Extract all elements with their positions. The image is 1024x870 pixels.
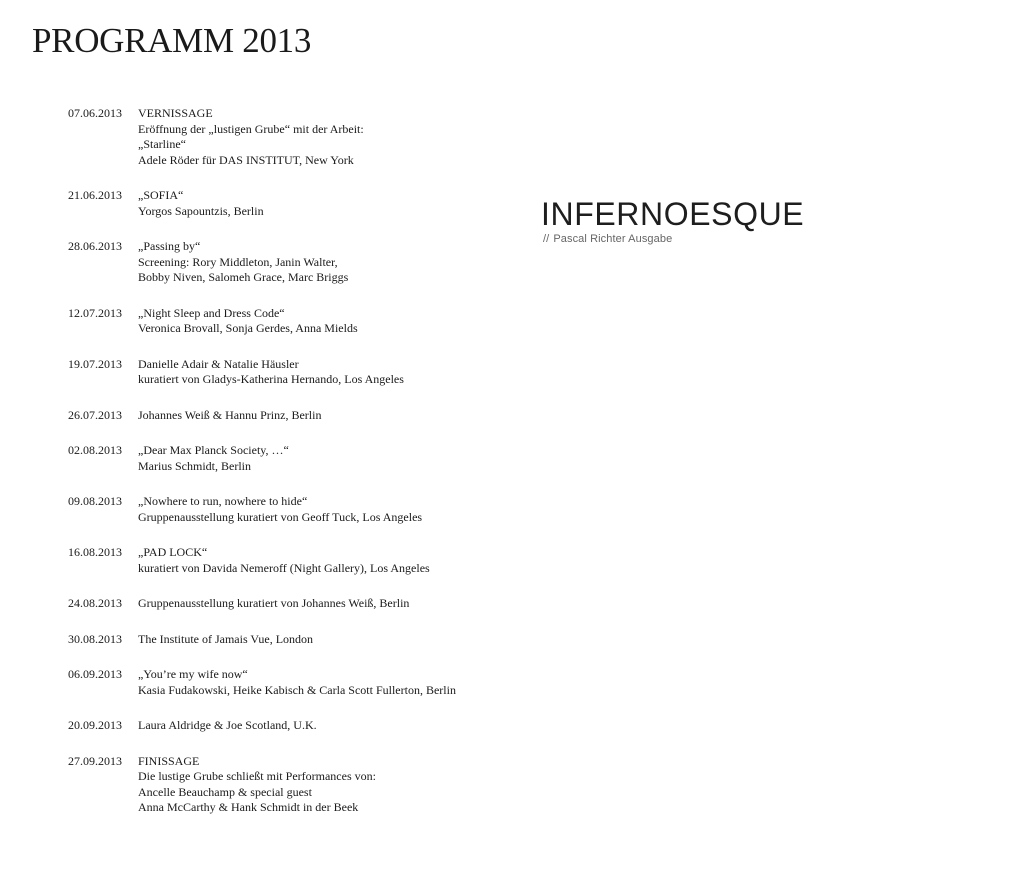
entry-date: 16.08.2013 bbox=[68, 545, 122, 559]
entry-line: „PAD LOCK“ bbox=[138, 545, 208, 559]
entry-line: Gruppenausstellung kuratiert von Geoff Tuck, Los Angeles bbox=[138, 509, 423, 524]
entry-date: 09.08.2013 bbox=[68, 494, 122, 508]
entry-line: Adele Röder für DAS INSTITUT, New York bbox=[138, 152, 354, 167]
entry-line: kuratiert von Gladys-Katherina Hernando, Los Angeles bbox=[138, 372, 404, 386]
entry-line: Laura Aldridge & Joe Scotland, U.K. bbox=[138, 718, 317, 732]
entry-date: 06.09.2013 bbox=[68, 667, 122, 681]
entry-line: „Dear Max Planck Society, …“ bbox=[138, 443, 289, 457]
entry-line: Eröffnung der „lustigen Grube“ mit der Arbeit: bbox=[138, 121, 364, 136]
brand-subtitle bbox=[541, 233, 804, 245]
entry-details bbox=[138, 357, 508, 388]
program-entry bbox=[68, 357, 508, 388]
entry-line: Gruppenausstellung kuratiert von Johannes Weiß, Berlin bbox=[138, 596, 410, 610]
program-entry bbox=[68, 667, 508, 698]
entry-details bbox=[138, 188, 508, 219]
entry-line: „Starline“ bbox=[138, 137, 186, 151]
program-entry bbox=[68, 718, 508, 734]
entry-date: 26.07.2013 bbox=[68, 407, 122, 422]
brand-subtitle-text: Pascal Richter Ausgabe bbox=[553, 233, 673, 245]
entry-line: The Institute of Jamais Vue, London bbox=[138, 631, 314, 646]
program-entry bbox=[68, 632, 508, 648]
program-entry bbox=[68, 106, 508, 168]
entry-details bbox=[138, 443, 508, 474]
entry-date: 12.07.2013 bbox=[68, 305, 122, 320]
entry-line: „Night Sleep and Dress Code“ bbox=[138, 305, 285, 320]
entry-date: 19.07.2013 bbox=[68, 356, 122, 371]
entry-line: „Nowhere to run, nowhere to hide“ bbox=[138, 494, 308, 508]
entry-line: Die lustige Grube schließt mit Performances von: bbox=[138, 769, 376, 783]
entry-date: 27.09.2013 bbox=[68, 753, 122, 768]
entry-line: „You’re my wife now“ bbox=[138, 667, 248, 681]
program-entry bbox=[68, 443, 508, 474]
entry-line: Veronica Brovall, Sonja Gerdes, Anna Mields bbox=[138, 321, 358, 335]
entry-line: Johannes Weiß & Hannu Prinz, Berlin bbox=[138, 407, 322, 422]
program-entry bbox=[68, 188, 508, 219]
entry-details bbox=[138, 408, 508, 424]
entry-date: 02.08.2013 bbox=[68, 443, 122, 457]
page-title: PROGRAMM 2013 bbox=[32, 21, 312, 60]
program-entry bbox=[68, 408, 508, 424]
entry-details bbox=[138, 718, 508, 734]
entry-line: Danielle Adair & Natalie Häusler bbox=[138, 356, 299, 371]
program-entry bbox=[68, 545, 508, 576]
entry-details bbox=[138, 106, 508, 168]
entry-line: VERNISSAGE bbox=[138, 106, 213, 120]
entry-date: 30.08.2013 bbox=[68, 631, 122, 646]
entry-date: 24.08.2013 bbox=[68, 596, 122, 610]
entry-details bbox=[138, 632, 508, 648]
program-list bbox=[68, 106, 508, 836]
entry-line: FINISSAGE bbox=[138, 753, 200, 768]
program-entry bbox=[68, 239, 508, 286]
entry-line: Screening: Rory Middleton, Janin Walter, bbox=[138, 254, 338, 269]
entry-details bbox=[138, 306, 508, 337]
entry-details bbox=[138, 545, 508, 576]
entry-details bbox=[138, 239, 508, 286]
entry-line: Kasia Fudakowski, Heike Kabisch & Carla Scott Fullerton, Berlin bbox=[138, 682, 456, 697]
entry-line: Yorgos Sapountzis, Berlin bbox=[138, 203, 264, 218]
entry-line: Anna McCarthy & Hank Schmidt in der Beek bbox=[138, 800, 359, 814]
program-entry bbox=[68, 754, 508, 816]
entry-line: „Passing by“ bbox=[138, 239, 201, 253]
program-entry bbox=[68, 306, 508, 337]
brand-subtitle-prefix: // bbox=[543, 233, 550, 245]
entry-details bbox=[138, 667, 508, 698]
entry-details bbox=[138, 754, 508, 816]
entry-date: 07.06.2013 bbox=[68, 106, 122, 120]
brand-title: INFERNOESQUE bbox=[541, 196, 805, 232]
program-entry bbox=[68, 596, 508, 612]
brand-block bbox=[541, 198, 804, 245]
entry-line: „SOFIA“ bbox=[138, 188, 184, 202]
program-entry bbox=[68, 494, 508, 525]
entry-date: 20.09.2013 bbox=[68, 718, 122, 732]
entry-line: Bobby Niven, Salomeh Grace, Marc Briggs bbox=[138, 270, 349, 284]
entry-details bbox=[138, 596, 508, 612]
entry-line: kuratiert von Davida Nemeroff (Night Gallery), Los Angeles bbox=[138, 560, 430, 575]
entry-line: Ancelle Beauchamp & special guest bbox=[138, 784, 312, 799]
entry-date: 28.06.2013 bbox=[68, 239, 122, 253]
entry-line: Marius Schmidt, Berlin bbox=[138, 458, 251, 473]
entry-date: 21.06.2013 bbox=[68, 188, 122, 202]
entry-details bbox=[138, 494, 508, 525]
